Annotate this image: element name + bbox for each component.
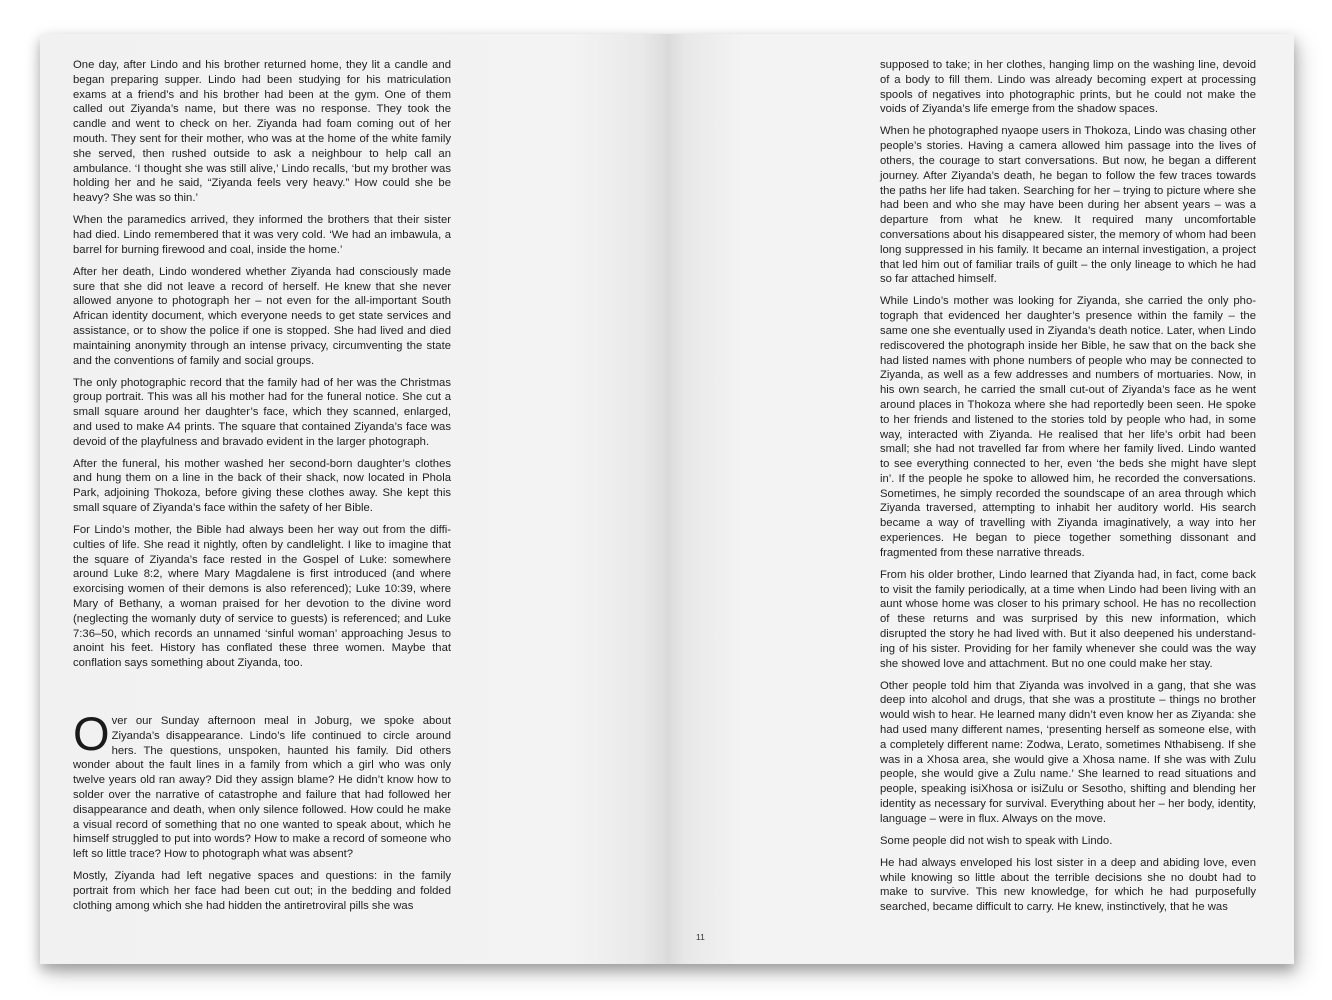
paragraph: The only photographic record that the family had of her was the Christmas group portrait. This was all his mother had for the funeral notice. She cut a small square around her daughter’s face, which they scanned, enlarged, and used to make A4 prints. The square that contained Ziyanda’s face was devoid of the playfulness and bravado evident in the larger photograph. <box>73 376 451 448</box>
paragraph: Other people told him that Ziyanda was involved in a gang, that she was deep into alcohol and drugs, that she was a prostitute – things no brother would wish to hear. He learned many didn’t even know her as Ziyanda: she had used many different names, ‘presenting herself as someone else, with a completely different name: Zodwa, Lerato, sometimes Nthabiseng. If she was in a Xhosa area, she would give a Xhosa name. If she was with Zulu people, she would give a Zulu name.’ She learned to read situations and people, speaking isiXhosa or isiZulu or Sesotho, shifting and blending her identity as necessary for survival. Everything about her – her body, identity, language – were in flux. Always on the move. <box>880 679 1256 825</box>
page-number: 11 <box>696 932 705 942</box>
paragraph: When the paramedics arrived, they informed the brothers that their sister had died. Lindo remembered that it was very cold. ‘We had an imbawula, a barrel for burning firewood and coal, inside the home.’ <box>73 214 451 256</box>
left-text-column <box>73 58 451 921</box>
paragraph: He had always enveloped his lost sister in a deep and abiding love, even while knowing so little about the terrible decisions she no doubt had to make to survive. This new knowledge, for which he had purposefully searched, became difficult to carry. He knew, instinctively, that he was <box>880 856 1256 914</box>
section-first-paragraph-text: ver our Sunday afternoon meal in Joburg, we spoke about Ziyanda’s disappearance. Lindo’s life continued to circle around hers. The questions, unspoken, haunted his family. Did others wonder about the fault lines in a family from which a girl who was only twelve years old ran away? Did they assign blame? He didn’t know how to solder over the narrative of catastrophe and failure that had followed her disappearance and death, when only silence followed. How could he make a visual record of something that no one wanted to speak about, which he himself struggled to put into words? How to make a record of someone who left so little trace? How to photograph what was absent? <box>73 715 451 861</box>
left-page <box>40 34 667 964</box>
right-page <box>667 34 1294 964</box>
book-spread <box>40 34 1294 964</box>
section-start-paragraph <box>73 707 451 862</box>
drop-cap: O <box>73 707 110 761</box>
paragraph: One day, after Lindo and his brother returned home, they lit a candle and began preparing supper. Lindo had been studying for his matriculation exams at a friend’s and his brother had been at the gym. One of them called out Ziyanda’s name, but there was no response. They took the candle and went to check on her. Ziyanda had foam coming out of her mouth. They sent for their mother, who was at the home of the white family she served, then rushed outside to ask a neighbour to help call an ambulance. ‘I thought she was still alive,’ Lindo recalls, ‘but my brother was holding her and he said, “Ziyanda feels very heavy.” How could she be heavy? She was so thin.’ <box>73 59 451 205</box>
paragraph: supposed to take; in her clothes, hanging limp on the washing line, devoid of a body to fill them. Lindo was already becoming expert at processing spools of negatives into photographic prints, but he could not make the voids of Ziyanda’s life emerge from the shadow spaces. <box>880 59 1256 116</box>
paragraph: After her death, Lindo wondered whether Ziyanda had consciously made sure that she did not leave a record of herself. He knew that she never allowed anyone to photograph her – not even for the all-important South African identity document, which everyone needs to get state services and assistance, or to show the police if one is stopped. She had lived and died maintaining anonymity through an intense privacy, circumventing the state and the conventions of family and social groups. <box>73 265 451 367</box>
paragraph: After the funeral, his mother washed her second-born daughter’s clothes and hung them on a line in the back of their shack, now located in Phola Park, adjoining Thokoza, before giving these clothes away. She kept this small square of Ziyanda’s face within the safety of her Bible. <box>73 457 451 515</box>
right-text-column <box>880 58 1256 922</box>
paragraph: While Lindo’s mother was looking for Ziyanda, she carried the only photograph that evidenced her daughter’s presence within the family – the same one she eventually used in Ziyanda’s death notice. Later, when Lindo rediscovered the photograph inside her Bible, he saw that on the back she had listed names with phone numbers of people who may be connected to Ziyanda, as well as a few addresses and numbers of mortuaries. Now, in his own search, he carried the small cut-out of Ziyanda’s face as he went around places in Thokoza where she had reportedly been seen. He spoke to her friends and listened to the stories told by people who had, in some way, interacted with Ziyanda. He realised that her life’s orbit had been small; she had not travelled far from where her family lived. Lindo wanted to see everything connected to her, even ‘the beds she might have slept in’. If the people he spoke to allowed him, he recorded the conversations. Sometimes, he simply recorded the soundscape of an area through which Ziyanda traversed, attempting to inhabit her auditory world. His search became a way of travelling with Ziyanda imaginatively, a way into her experiences. He began to piece together something dissonant and fragmented from these narrative threads. <box>880 295 1256 559</box>
paragraph: When he photographed nyaope users in Thokoza, Lindo was chasing other people’s stories. Having a camera allowed him passage into the lives of others, the courage to start conversations. But now, he began a different journey. After Ziyanda’s death, he began to follow the few traces towards the paths her life had taken. Searching for her – trying to picture where she had been and who she may have been during her absent years – was a departure from what he knew. It required many uncomfortable conversations about his disappeared sister, the memory of whom had been long suppressed in his family. It became an internal investigation, a project that led him out of familiar trails of guilt – the only lineage to which he had so far attached himself. <box>880 125 1256 286</box>
paragraph: Some people did not wish to speak with Lindo. <box>880 834 1113 847</box>
paragraph: Mostly, Ziyanda had left negative spaces and questions: in the family portrait from which her face had been cut out; in the bedding and folded clothing among which she had hidden the antiretroviral pills she was <box>73 870 451 912</box>
paragraph: From his older brother, Lindo learned that Ziyanda had, in fact, come back to visit the family periodically, at a time when Lindo had been living with an aunt whose home was closer to his primary school. He has no recollection of these returns and was surprised by this new information, which disrupted the story he had lived with. But it also deepened his understanding of his sister. Providing for her family whenever she could was the way she showed love and attachment. But no one could make her stay. <box>880 568 1256 670</box>
paragraph: For Lindo’s mother, the Bible had always been her way out from the difficulties of life. She read it nightly, often by candlelight. I like to imagine that the square of Ziyanda’s face rested in the Gospel of Luke: somewhere around Luke 8:2, where Mary Magdalene is first introduced (and where exorcising women of their demons is also referenced); Luke 10:39, where Mary of Bethany, a woman praised for her devotion to the divine word (neglecting the womanly duty of service to guests) is referenced; and Luke 7:36–50, which records an unnamed ‘sinful woman’ approaching Jesus to anoint his feet. History has conflated these three women. Maybe that conflation says something about Ziyanda, too. <box>73 524 451 670</box>
